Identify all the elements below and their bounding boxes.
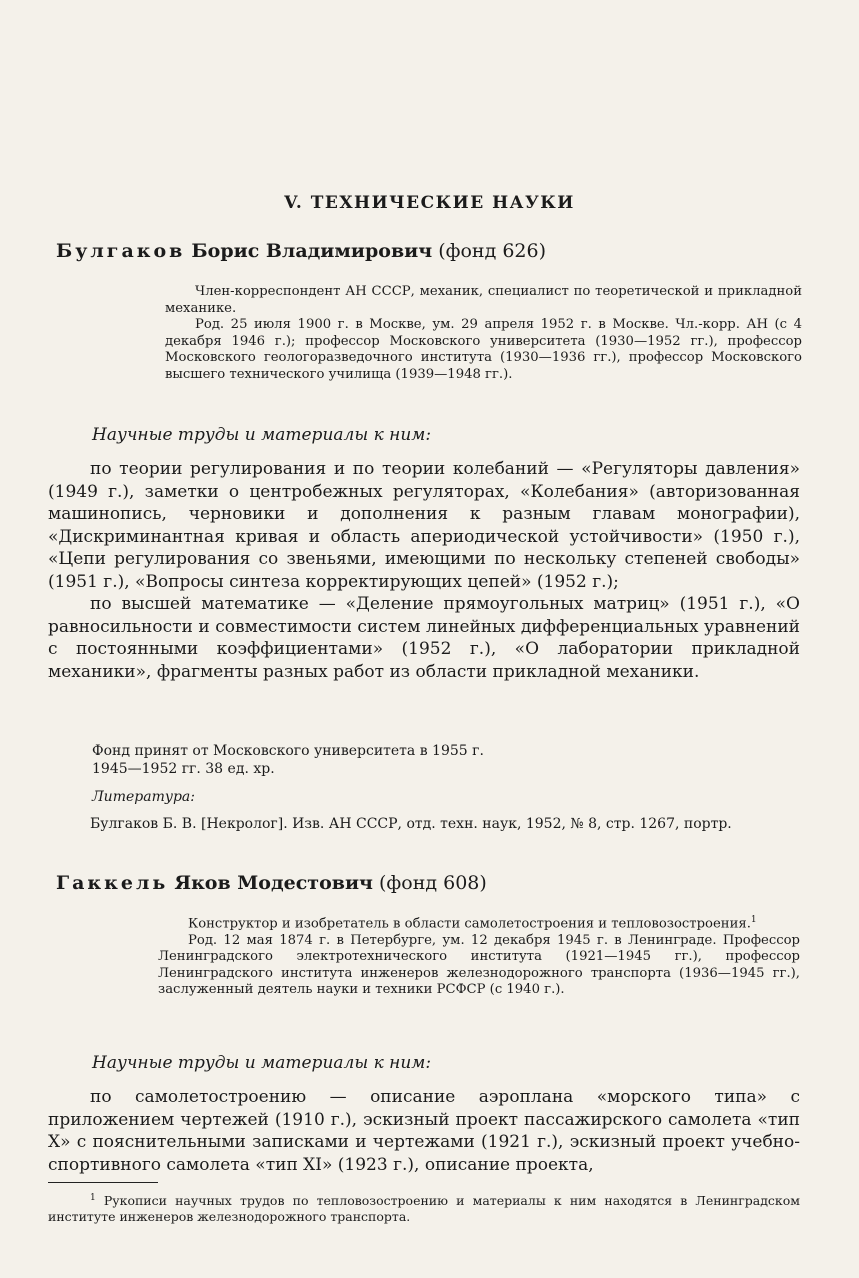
bio-line: Конструктор и изобретатель в области самолетостроения и тепловозостроения.$^1$ — [188, 915, 757, 932]
person-heading-bulgakov — [56, 240, 546, 262]
bio-line: Род. 12 мая 1874 г. в Петербурге, ум. 12 декабря 1945 г. в Ленинграде. Профессор Ленинградского электротехнического института (1921—1945 гг.), профессор Ленинградского института инженеров железнодорожного транспорта (1936—1945 гг.), заслуженный деятель науки и техники РСФСР (с 1940 г.). — [158, 932, 800, 998]
works-heading: Научные труды и материалы к ним: — [92, 1053, 432, 1073]
footnote-divider — [48, 1182, 158, 1183]
given-name: Борис Владимирович — [191, 240, 433, 262]
footnote — [48, 1190, 800, 1225]
surname: Булгаков — [56, 240, 186, 262]
bio-line: Род. 25 июля 1900 г. в Москве, ум. 29 апреля 1952 г. в Москве. Чл.-корр. АН (с 4 декабря 1946 г.); профессор Московского университета (1930—1952 гг.), профессор Московского геологоразведочного института (1930—1936 гг.), профессор Московского высшего технического училища (1939—1948 гг.). — [165, 317, 802, 382]
works-paragraph: по теории регулирования и по теории колебаний — «Регуляторы давления» (1949 г.), заметки о центробежных регуляторах, «Колебания» (авторизованная машинопись, черновики и дополнения к разным главам монографии), «Дискриминантная кривая и область апериодической устойчивости» (1950 г.), «Цепи регулирования со звеньями, имеющими по нескольку степеней свободы» (1951 г.), «Вопросы синтеза корректирующих цепей» (1952 г.); — [48, 459, 800, 592]
works-paragraph: по высшей математике — «Деление прямоугольных матриц» (1951 г.), «О равносильности и совместимости систем линейных дифференциальных уравнений с постоянными коэффициентами» (1952 г.), «О лаборатории прикладной механики», фрагменты разных работ из области прикладной механики. — [48, 594, 800, 682]
literature-entry: Булгаков Б. В. [Некролог]. Изв. АН СССР, отд. техн. наук, 1952, № 8, стр. 1267, портр. — [90, 816, 732, 832]
footnote-mark: 1 — [750, 915, 757, 925]
biography-gakkel — [158, 912, 800, 999]
fond-number: (фонд 608) — [379, 872, 487, 894]
works-list-gakkel — [48, 1086, 800, 1176]
literature-label: Литература: — [92, 789, 195, 805]
footnote-mark: 1 — [90, 1193, 96, 1203]
fund-note-line: Фонд принят от Московского университета в 1955 г. — [92, 743, 484, 759]
fund-note — [92, 742, 484, 778]
works-paragraph: по самолетостроению — описание аэроплана «морского типа» с приложением чертежей (1910 г.), эскизный проект пассажирского самолета «тип X» с пояснительными записками и чертежами (1921 г.), эскизный проект учебно-спортивного самолета «тип XI» (1923 г.), описание проекта, — [48, 1087, 800, 1175]
fund-note-line: 1945—1952 гг. 38 ед. хр. — [92, 761, 275, 777]
given-name: Яков Модестович — [174, 872, 373, 894]
section-title: V. ТЕХНИЧЕСКИЕ НАУКИ — [284, 193, 575, 213]
works-heading: Научные труды и материалы к ним: — [92, 425, 432, 445]
footnote-text: Рукописи научных трудов по тепловозостроению и материалы к ним находятся в Ленинградском институте инженеров железнодорожного транспорта. — [48, 1193, 800, 1225]
works-list-bulgakov — [48, 458, 800, 683]
bio-line: Член-корреспондент АН СССР, механик, специалист по теоретической и прикладной механике. — [165, 284, 802, 316]
biography-bulgakov — [165, 284, 802, 383]
fond-number: (фонд 626) — [438, 240, 547, 262]
person-heading-gakkel — [56, 872, 487, 894]
surname: Гаккель — [56, 872, 169, 894]
